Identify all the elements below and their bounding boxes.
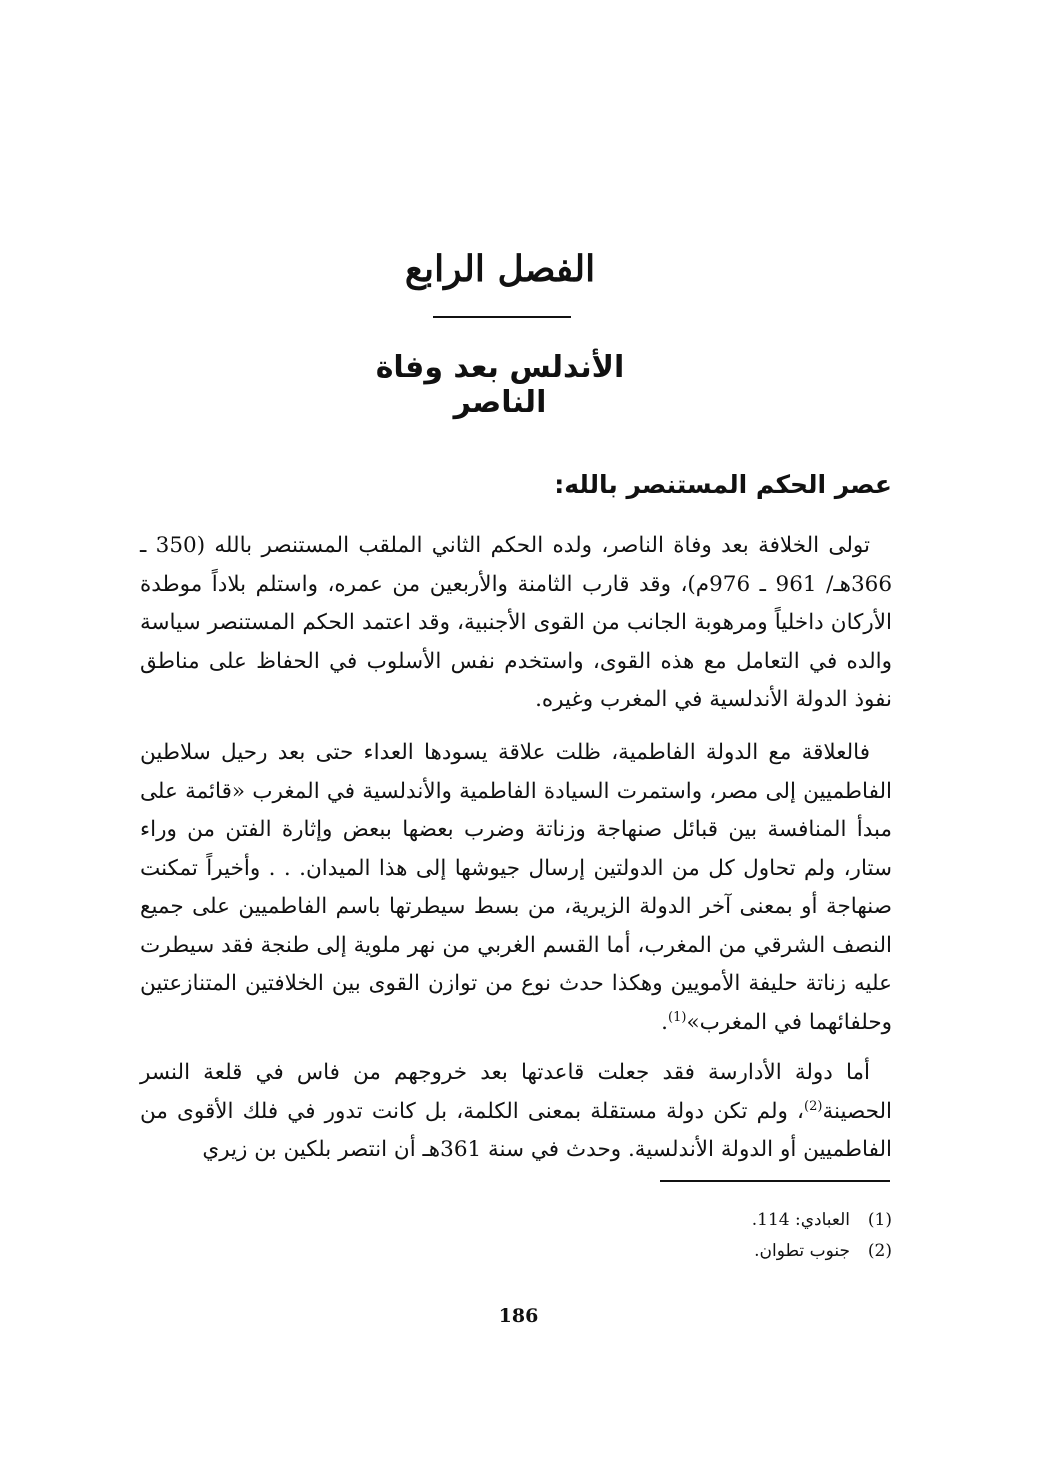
chapter-divider: [433, 316, 571, 318]
paragraph-1: [140, 527, 892, 720]
chapter-ornament: الفصل الرابع: [404, 248, 596, 290]
page-number: 186: [498, 1305, 539, 1327]
footnotes: [392, 1205, 892, 1267]
footnote-number: (1): [867, 1210, 892, 1230]
paragraph-3: [140, 1054, 892, 1170]
paragraph-1-text: تولى الخلافة بعد وفاة الناصر، ولده الحكم الثاني الملقب المستنصر بالله (350 ـ 366هـ/ 961 ـ 976م)، وقد قارب الثامنة والأربعين من عمره، واستلم بلاداً موطدة الأركان داخلياً ومرهوبة الجانب من القوى الأجنبية، وقد اعتمد الحكم المستنصر سياسة والده في التعامل مع هذه القوى، واستخدم نفس الأسلوب في الحفاظ على مناطق نفوذ الدولة الأندلسية في المغرب وغيره.: [140, 533, 893, 712]
paragraph-3-start: أما دولة الأدارسة فقد جعلت قاعدتها بعد خروجهم من فاس في قلعة النسر الحصينة: [140, 1060, 892, 1124]
footnote-item: [392, 1205, 892, 1236]
footnote-text: جنوب تطوان.: [754, 1241, 850, 1261]
footnote-item: [392, 1236, 892, 1267]
footnote-ref-1[interactable]: (1): [668, 1009, 687, 1025]
section-heading: عصر الحكم المستنصر بالله:: [554, 470, 892, 499]
footnote-text: العبادي: 114.: [751, 1210, 850, 1230]
chapter-title: الأندلس بعد وفاة الناصر: [375, 350, 625, 420]
paragraph-3-rest: ، ولم تكن دولة مستقلة بمعنى الكلمة، بل كانت تدور في فلك الأقوى من الفاطميين أو الدولة الأندلسية. وحدث في سنة 361هـ أن انتصر بلكين بن زيري: [140, 1098, 892, 1162]
footnote-ref-2[interactable]: (2): [804, 1098, 823, 1114]
paragraph-2-end: .: [661, 1009, 669, 1035]
footnote-number: (2): [867, 1241, 892, 1261]
paragraph-2: [140, 734, 892, 1042]
footnote-divider: [660, 1180, 890, 1182]
paragraph-2-text: فالعلاقة مع الدولة الفاطمية، ظلت علاقة يسودها العداء حتى بعد رحيل سلاطين الفاطميين إلى مصر، واستمرت السيادة الفاطمية والأندلسية في المغرب «قائمة على مبدأ المنافسة بين قبائل صنهاجة وزناتة وضرب بعضها ببعض وإثارة الفتن من وراء ستار، ولم تحاول كل من الدولتين إرسال جيوشها إلى هذا الميدان. . . وأخيراً تمكنت صنهاجة أو بمعنى آخر الدولة الزيرية، من بسط سيطرتها باسم الفاطميين على جميع النصف الشرقي من المغرب، أما القسم الغربي من نهر ملوية إلى طنجة فقد سيطرت عليه زناتة حليفة الأمويين وهكذا حدث نوع من توازن القوى بين الخلافتين المتنازعتين وحلفائهما في المغرب»: [140, 740, 892, 1035]
